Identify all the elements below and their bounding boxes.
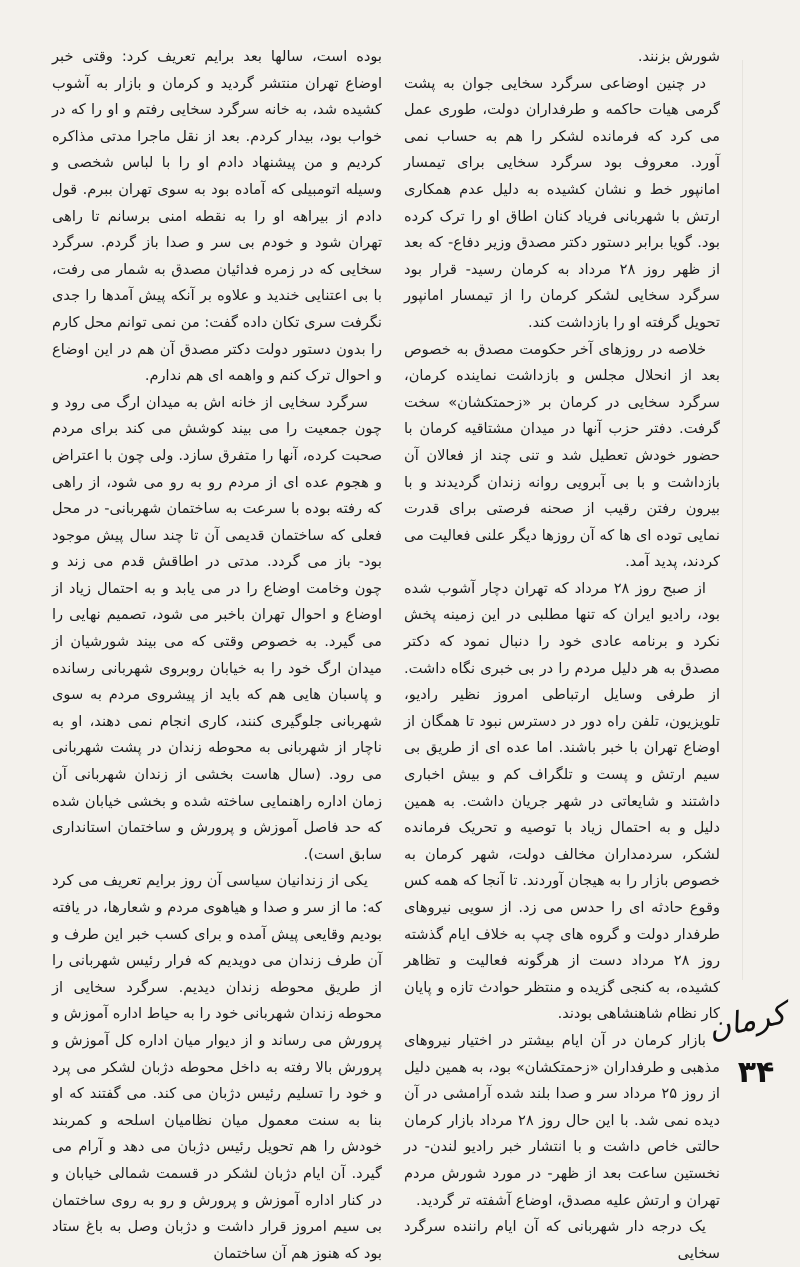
magazine-logo: کرمان bbox=[705, 996, 789, 1047]
paragraph: یکی از زندانیان سیاسی آن روز برایم تعریف می کرد که: ما از سر و صدا و هیاهوی مردم و شعارها، در یافته بودیم وقایعی پیش آمده و برای کسب خبر این طرف و آن طرف زندان می دویدیم که فرار رئیس شهربانی را از طریق محوطه زندان دیدیم. سرگرد سخایی از محوطه زندان شهربانی خود را به حیاط اداره آموزش و پرورش می رساند و از دیوار میان اداره کل آموزش و پرورش بالا رفته به داخل محوطه دژبان لشکر می پرد و خود را تسلیم رئیس دژبان می کند. می گفتند که او بنا به سنت معمول میان نظامیان اسلحه و کمربند خودش را هم تحویل رئیس دژبان می دهد و آرام می گیرد. آن ایام دژبان لشکر در قسمت شمالی خیابان و در کنار اداره آموزش و پرورش و رو به روی ساختمان بی سیم امروز قرار داشت و دژبان وصل به باغ ستاد بود که هنوز هم آن ساختمان bbox=[52, 872, 382, 1262]
page-footer bbox=[705, 996, 789, 1110]
paragraph: سرگرد سخایی از خانه اش به میدان ارگ می رود و چون جمعیت را می بیند کوشش می کند برای مردم صحبت کرده، آنها را متفرق سازد. ولی چون با اعتراض و هجوم عده ای از مردم رو به رو می شود، از راهی که رفته بوده با سرعت به ساختمان شهربانی- در محل فعلی که ساختمان قدیمی آن تا چند سال پیش موجود بود- باز می گردد. مدتی در اطاقش قدم می زند و چون وخامت اوضاع را در می یابد و به احتمال زیاد از اوضاع و احوال تهران باخبر می شود، تصمیم نهایی را می گیرد. به خصوص وقتی که می بیند شورشیان از میدان ارگ خود را به خیابان روبروی شهربانی رسانده و پاسبان هایی هم که باید از پیشروی مردم به سوی شهربانی جلوگیری کنند، کاری انجام نمی دهند، او به ناچار از شهربانی به محوطه زندان در پشت شهربانی می رود. (سال هاست بخشی از زندان شهربانی آن زمان اداره راهنمایی ساخته شده و بخشی خیابان شده که حد فاصل آموزش و پرورش و ساختمان استانداری سابق است). bbox=[52, 393, 382, 863]
paragraph: در چنین اوضاعی سرگرد سخایی جوان به پشت گرمی هیات حاکمه و طرفداران دولت، طوری عمل می کرد که فرمانده لشکر را هم به حساب نمی آورد. معروف بود سرگرد سخایی برای تیمسار امانپور خط و نشان کشیده به دلیل عدم همکاری ارتش با شهربانی فریاد کنان اطاق او را ترک کرده بود. گویا برابر دستور دکتر مصدق وزیر دفاع- که بعد از ظهر روز ۲۸ مرداد به کرمان رسید- قرار بود سرگرد سخایی لشکر کرمان را از تیمسار امانپور تحویل گرفته او را بازداشت کند. bbox=[404, 74, 720, 331]
page-number: ۳۴ bbox=[737, 1055, 775, 1090]
left-text-column bbox=[52, 44, 382, 1267]
right-text-column bbox=[404, 44, 720, 1267]
paragraph: بازار کرمان در آن ایام بیشتر در اختیار نیروهای مذهبی و طرفداران «زحمتکشان» بود، به همین دلیل از روز ۲۵ مرداد سر و صدا بلند شده آرامشی در آن دیده نمی شد. با این حال روز ۲۸ مرداد بازار کرمان حالتی خاص داشت و با انتشار خبر رادیو لندن- در نخستین ساعت بعد از ظهر- در مورد شورش مردم تهران و ارتش علیه مصدق، اوضاع آشفته تر گردید. bbox=[404, 1031, 720, 1209]
paragraph: یک درجه دار شهربانی که آن ایام راننده سرگرد سخایی bbox=[404, 1218, 720, 1262]
paragraph: از صبح روز ۲۸ مرداد که تهران دچار آشوب شده بود، رادیو ایران که تنها مطلبی در این زمینه پخش نکرد و برنامه عادی خود را دنبال نمود که دکتر مصدق به هر دلیل مردم را در بی خبری نگاه داشت. از طرفی وسایل ارتباطی امروز نظیر رادیو، تلویزیون، تلفن راه دور در دسترس نبود تا همگان از اوضاع تهران با خبر باشند. اما عده ای از طریق بی سیم ارتش و پست و تلگراف کم و بیش اخباری داشتند و شایعاتی در شهر جریان داشت. به همین دلیل و به احتمال زیاد با توصیه و تحریک فرمانده لشکر، سردمداران مخالف دولت، شهر کرمان به خصوص بازار را به هیجان آوردند. تا آنجا که همه کس وقوع حادثه ای را حدس می زد. از سویی نیروهای طرفدار دولت و گروه های چپ به خلاف ایام گذشته روز ۲۸ مرداد دست از هرگونه فعالیت و تظاهر کشیده، به کنجی گزیده و منتظر حوادث تازه و پایان کار نظام شاهنشاهی بودند. bbox=[404, 579, 720, 1023]
paragraph: بوده است، سالها بعد برایم تعریف کرد: وقتی خبر اوضاع تهران منتشر گردید و کرمان و بازار به آشوب کشیده شد، به خانه سرگرد سخایی رفتم و او را که در خواب بود، بیدار کردم. بعد از نقل ماجرا مدتی مذاکره کردیم و من پیشنهاد دادم او را با لباس شخصی و وسیله اتومبیلی که آماده بود به سوی تهران ببرم. قول دادم از بیراهه او را به نقطه امنی برسانم تا راهی تهران شود و خودم بی سر و صدا باز گردم. سرگرد سخایی که در زمره فدائیان مصدق به شمار می رفت، با بی اعتنایی خندید و علاوه بر آنکه پیش آمدها را جدی نگرفت سری تکان داده گفت: من نمی توانم محل کارم را بدون دستور دولت دکتر مصدق آن هم در این اوضاع و احوال ترک کنم و واهمه ای هم ندارم. bbox=[52, 48, 382, 385]
paragraph: شورش بزنند. bbox=[637, 48, 720, 65]
column-divider bbox=[742, 60, 743, 980]
paragraph: خلاصه در روزهای آخر حکومت مصدق به خصوص بعد از انحلال مجلس و بازداشت نماینده کرمان، سرگرد سخایی در کرمان بر «زحمتکشان» سخت گرفت. دفتر حزب آنها در میدان مشتاقیه کرمان با حضور خودش تعطیل شد و تنی چند از فعالان آن بازداشت و با بی آبرویی روانه زندان گردیدند و با بیرون رفتن رقیب از صحنه فرصتی برای قدرت نمایی توده ای ها که آن روزها دیگر علنی فعالیت می کردند، پدید آمد. bbox=[404, 340, 720, 571]
